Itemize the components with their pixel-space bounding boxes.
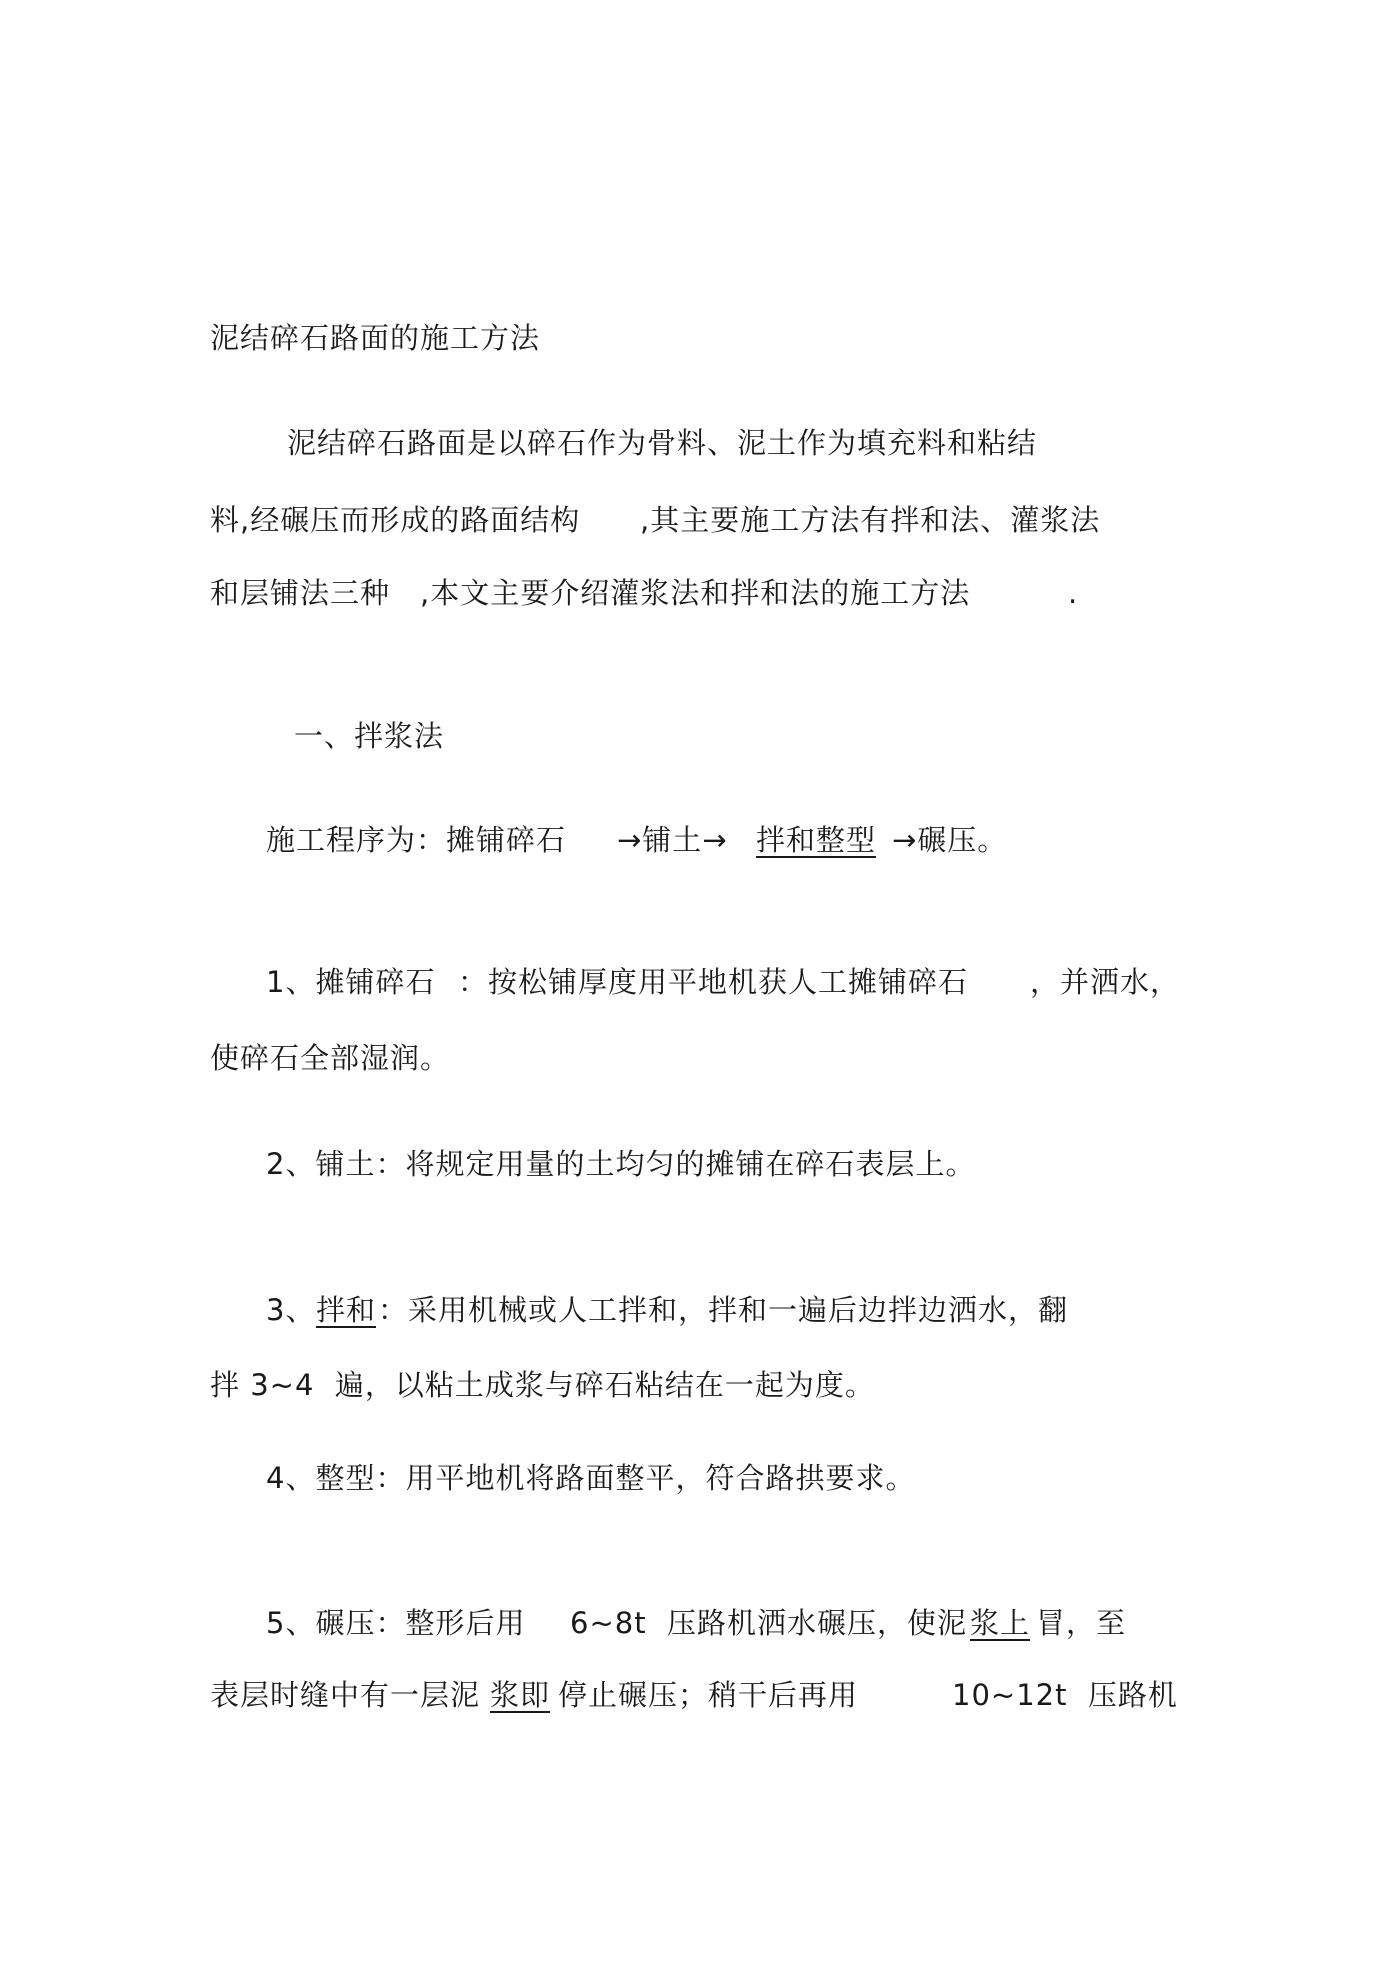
procedure-step-2: →铺土→ [617,823,728,857]
item-4-line-1: 4、整型：用平地机将路面整平，符合路拱要求。 [266,1461,916,1495]
intro-line-1: 泥结碎石路面是以碎石作为骨料、泥土作为填充料和粘结 [287,426,1038,460]
item-5-underlined: 浆上 [970,1606,1031,1640]
procedure-prefix: 施工程序为：摊铺碎石 [266,823,567,857]
item-5-line-2-end: 10~12t 压路机 [952,1678,1178,1712]
item-3-number: 3、 [266,1293,316,1327]
procedure-step-3: 拌和整型 [756,823,877,857]
item-5-text-end: 冒，至 [1036,1606,1127,1640]
item-2-line-1: 2、铺土：将规定用量的土均匀的摊铺在碎石表层上。 [266,1147,976,1181]
item-5-line-2-underlined: 浆即 [490,1678,551,1712]
document-title: 泥结碎石路面的施工方法 [210,321,541,355]
item-3-line-2: 拌 3~4 遍，以粘土成浆与碎石粘结在一起为度。 [210,1368,875,1402]
item-5-label: 5、碾压：整形后用 [266,1606,526,1640]
procedure-step-4: →碾压。 [892,823,1008,857]
section-heading: 一、拌浆法 [294,719,445,753]
item-1-line-2: 使碎石全部湿润。 [210,1041,451,1075]
item-1-label: 1、摊铺碎石 [266,965,436,999]
item-5-line-2: 表层时缝中有一层泥 [210,1678,481,1712]
item-1-text: ：按松铺厚度用平地机获人工摊铺碎石 [458,965,969,999]
item-3-underlined: 拌和 [316,1293,377,1327]
intro-line-3b: ,本文主要介绍灌浆法和拌和法的施工方法 [420,576,971,610]
intro-line-2: 料,经碾压而形成的路面结构 [210,503,581,537]
item-1-text-end: ，并洒水， [1030,965,1181,999]
item-5-text: 6~8t 压路机洒水碾压，使泥 [570,1606,968,1640]
item-3-text: ：采用机械或人工拌和，拌和一遍后边拌边洒水，翻 [378,1293,1069,1327]
intro-line-2b: ,其主要施工方法有拌和法、灌浆法 [640,503,1101,537]
intro-line-3: 和层铺法三种 [210,576,391,610]
intro-line-3c: . [1068,576,1079,610]
item-5-line-2-text: 停止碾压；稍干后再用 [558,1678,859,1712]
